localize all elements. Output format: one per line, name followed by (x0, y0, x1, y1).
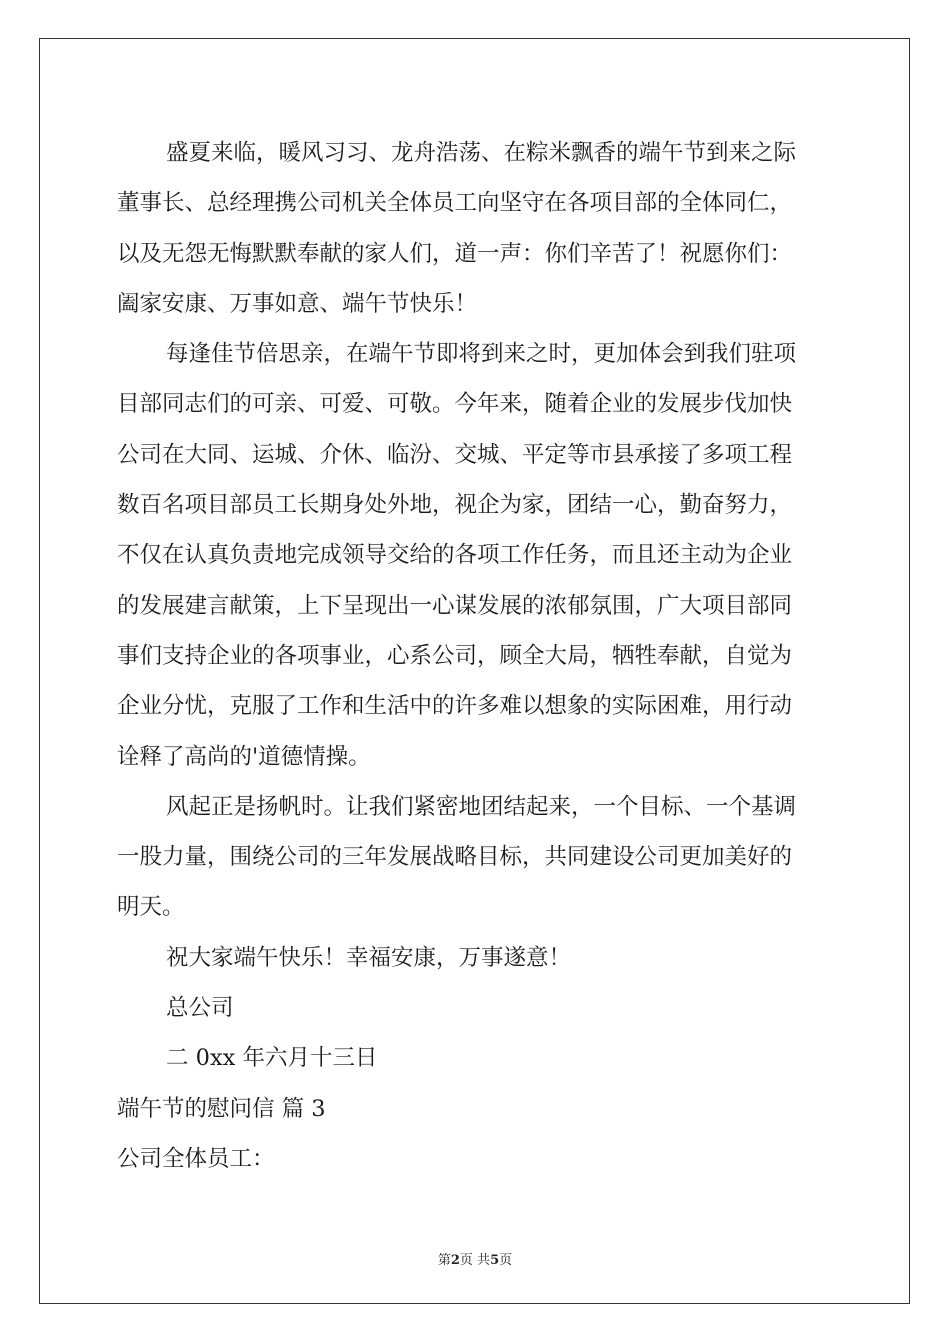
body-line: 每逢佳节倍思亲，在端午节即将到来之时，更加体会到我们驻项 (166, 341, 797, 368)
body-line: 阖家安康、万事如意、端午节快乐！ (117, 290, 478, 317)
body-line: 风起正是扬帆时。让我们紧密地团结起来，一个目标、一个基调 (166, 793, 797, 820)
letter-body (117, 128, 833, 1184)
footer-prefix: 第 (437, 1253, 451, 1268)
body-line: 企业分忧，克服了工作和生活中的许多难以想象的实际困难，用行动 (117, 693, 793, 720)
footer-middle: 页 共 (459, 1253, 491, 1268)
signature: 总公司 (166, 995, 234, 1022)
letter-date: 二 0xx 年六月十三日 (166, 1045, 378, 1072)
salutation: 公司全体员工： (117, 1145, 275, 1172)
body-line: 不仅在认真负责地完成领导交给的各项工作任务，而且还主动为企业 (117, 542, 793, 569)
total-page-count: 5 (490, 1253, 500, 1268)
section-heading: 端午节的慰问信 篇 3 (117, 1095, 326, 1122)
body-line: 以及无怨无悔默默奉献的家人们，道一声：你们辛苦了！祝愿你们： (117, 240, 793, 267)
body-line: 公司在大同、运城、介休、临汾、交城、平定等市县承接了多项工程 (117, 441, 793, 468)
body-line: 诠释了高尚的'道德情操。 (117, 743, 371, 770)
body-line: 盛夏来临，暖风习习、龙舟浩荡、在粽米飘香的端午节到来之际 (166, 140, 797, 166)
page-footer (0, 1249, 950, 1268)
body-line: 目部同志们的可亲、可爱、可敬。今年来，随着企业的发展步伐加快 (117, 391, 793, 418)
body-line: 明天。 (117, 894, 185, 921)
body-line: 的发展建言献策，上下呈现出一心谋发展的浓郁氛围，广大项目部同 (117, 592, 793, 619)
current-page-number: 2 (450, 1253, 460, 1268)
closing-wish: 祝大家端午快乐！幸福安康，万事遂意！ (166, 944, 572, 971)
footer-suffix: 页 (499, 1253, 513, 1268)
body-line: 事们支持企业的各项事业，心系公司，顾全大局，牺牲奉献，自觉为 (117, 642, 793, 669)
body-line: 数百名项目部员工长期身处外地，视企为家，团结一心，勤奋努力， (117, 492, 793, 519)
body-line: 董事长、总经理携公司机关全体员工向坚守在各项目部的全体同仁， (117, 190, 793, 217)
body-line: 一股力量，围绕公司的三年发展战略目标，共同建设公司更加美好的 (117, 844, 793, 871)
